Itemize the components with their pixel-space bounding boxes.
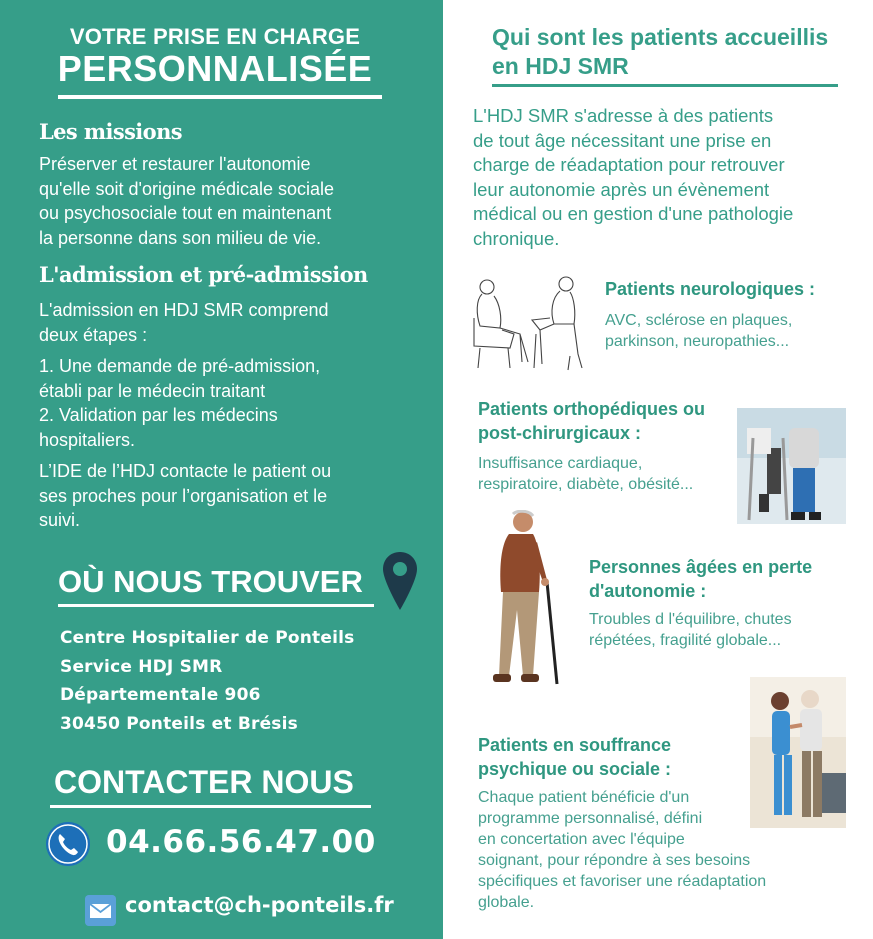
orthopedic-photo	[737, 408, 846, 524]
elderly-man-illustration	[487, 510, 565, 688]
location-divider	[58, 604, 374, 607]
admission-step-line: 1. Une demande de pré-admission,	[39, 356, 321, 376]
category-desc-line: répétées, fragilité globale...	[589, 632, 782, 649]
address-line: Service HDJ SMR	[60, 656, 223, 677]
patients-title	[492, 23, 828, 81]
category-desc-line: en concertation avec l'équipe	[478, 831, 685, 848]
missions-line: qu'elle soit d'origine médicale sociale	[39, 178, 335, 199]
category-title-line: Patients orthopédiques ou	[478, 399, 706, 419]
category-desc-line: Chaque patient bénéficie d'un	[478, 789, 690, 806]
patients-title-line: en HDJ SMR	[492, 53, 629, 79]
category-psychic-desc	[478, 787, 766, 913]
category-title-line: Patients neurologiques :	[605, 279, 816, 299]
admission-step-line: hospitaliers.	[39, 429, 136, 450]
admission-intro	[39, 298, 409, 347]
category-ortho-title	[478, 397, 705, 445]
neurological-illustration	[470, 274, 588, 372]
category-title-line: d'autonomie :	[589, 581, 707, 601]
category-title-line: Patients en souffrance	[478, 735, 672, 755]
intro-line: chronique.	[473, 227, 560, 249]
header-divider	[58, 95, 382, 99]
contact-divider	[50, 805, 371, 808]
category-psychic-title	[478, 733, 671, 781]
ide-line: suivi.	[39, 510, 81, 530]
address-line: Centre Hospitalier de Ponteils	[60, 628, 355, 648]
category-desc-line: parkinson, neuropathies...	[605, 333, 790, 350]
category-desc-line: spécifiques et favoriser une réadaptation	[478, 873, 767, 890]
admission-step-line: 2. Validation par les médecins	[39, 405, 278, 425]
category-desc-line: Insuffisance cardiaque,	[478, 455, 643, 472]
mail-icon	[85, 895, 116, 926]
intro-line: de tout âge nécessitant une prise en	[473, 129, 772, 151]
address-line: 30450 Ponteils et Brésis	[60, 713, 298, 734]
phone-number[interactable]: 04.66.56.47.00	[106, 824, 376, 860]
patients-title-line: Qui sont les patients accueillis	[492, 24, 829, 50]
admission-ide	[39, 459, 409, 533]
category-desc-line: Troubles d l'équilibre, chutes	[589, 611, 792, 628]
category-title-line: post-chirurgicaux :	[478, 423, 642, 443]
address-block	[60, 624, 354, 738]
intro-line: médical ou en gestion d'une pathologie	[473, 203, 794, 224]
map-pin-icon	[383, 552, 417, 610]
admission-steps	[39, 354, 409, 452]
category-desc-line: soignant, pour répondre à ses besoins	[478, 852, 751, 869]
category-desc-line: globale.	[478, 894, 535, 911]
category-title-line: Personnes âgées en perte	[589, 557, 813, 577]
missions-line: ou psychosociale tout en maintenant	[39, 203, 332, 223]
patients-divider	[492, 84, 838, 87]
missions-line: la personne dans son milieu de vie.	[39, 227, 322, 248]
ide-line: ses proches pour l’organisation et le	[39, 485, 328, 506]
address-line: Départementale 906	[60, 685, 261, 705]
location-title: OÙ NOUS TROUVER	[58, 564, 363, 599]
intro-line: charge de réadaptation pour retrouver	[473, 154, 785, 175]
phone-icon	[46, 822, 90, 866]
email-address[interactable]: contact@ch-ponteils.fr	[125, 893, 394, 917]
missions-line: Préserver et restaurer l'autonomie	[39, 154, 311, 174]
category-neuro-desc	[605, 310, 792, 352]
category-elderly-desc	[589, 609, 792, 651]
missions-text	[39, 152, 409, 250]
admission-step-line: établi par le médecin traitant	[39, 380, 266, 401]
category-desc-line: programme personnalisé, défini	[478, 810, 703, 827]
category-title-line: psychique ou sociale :	[478, 759, 672, 779]
admission-intro-line: deux étapes :	[39, 324, 148, 345]
ide-line: L’IDE de l’HDJ contacte le patient ou	[39, 461, 332, 481]
header-line-2: PERSONNALISÉE	[57, 48, 373, 89]
contact-title: CONTACTER NOUS	[54, 764, 354, 800]
patients-intro	[473, 104, 868, 251]
missions-title: Les missions	[39, 119, 182, 144]
category-desc-line: AVC, sclérose en plaques,	[605, 312, 793, 329]
category-ortho-desc	[478, 453, 693, 495]
admission-intro-line: L'admission en HDJ SMR comprend	[39, 300, 329, 320]
category-elderly-title	[589, 555, 812, 603]
admission-title: L'admission et pré-admission	[39, 262, 368, 287]
intro-line: L'HDJ SMR s'adresse à des patients	[473, 105, 774, 126]
category-neuro-title	[605, 277, 815, 301]
intro-line: leur autonomie après un évènement	[473, 178, 770, 200]
header-line-1: VOTRE PRISE EN CHARGE	[69, 24, 361, 49]
category-desc-line: respiratoire, diabète, obésité...	[478, 476, 694, 493]
